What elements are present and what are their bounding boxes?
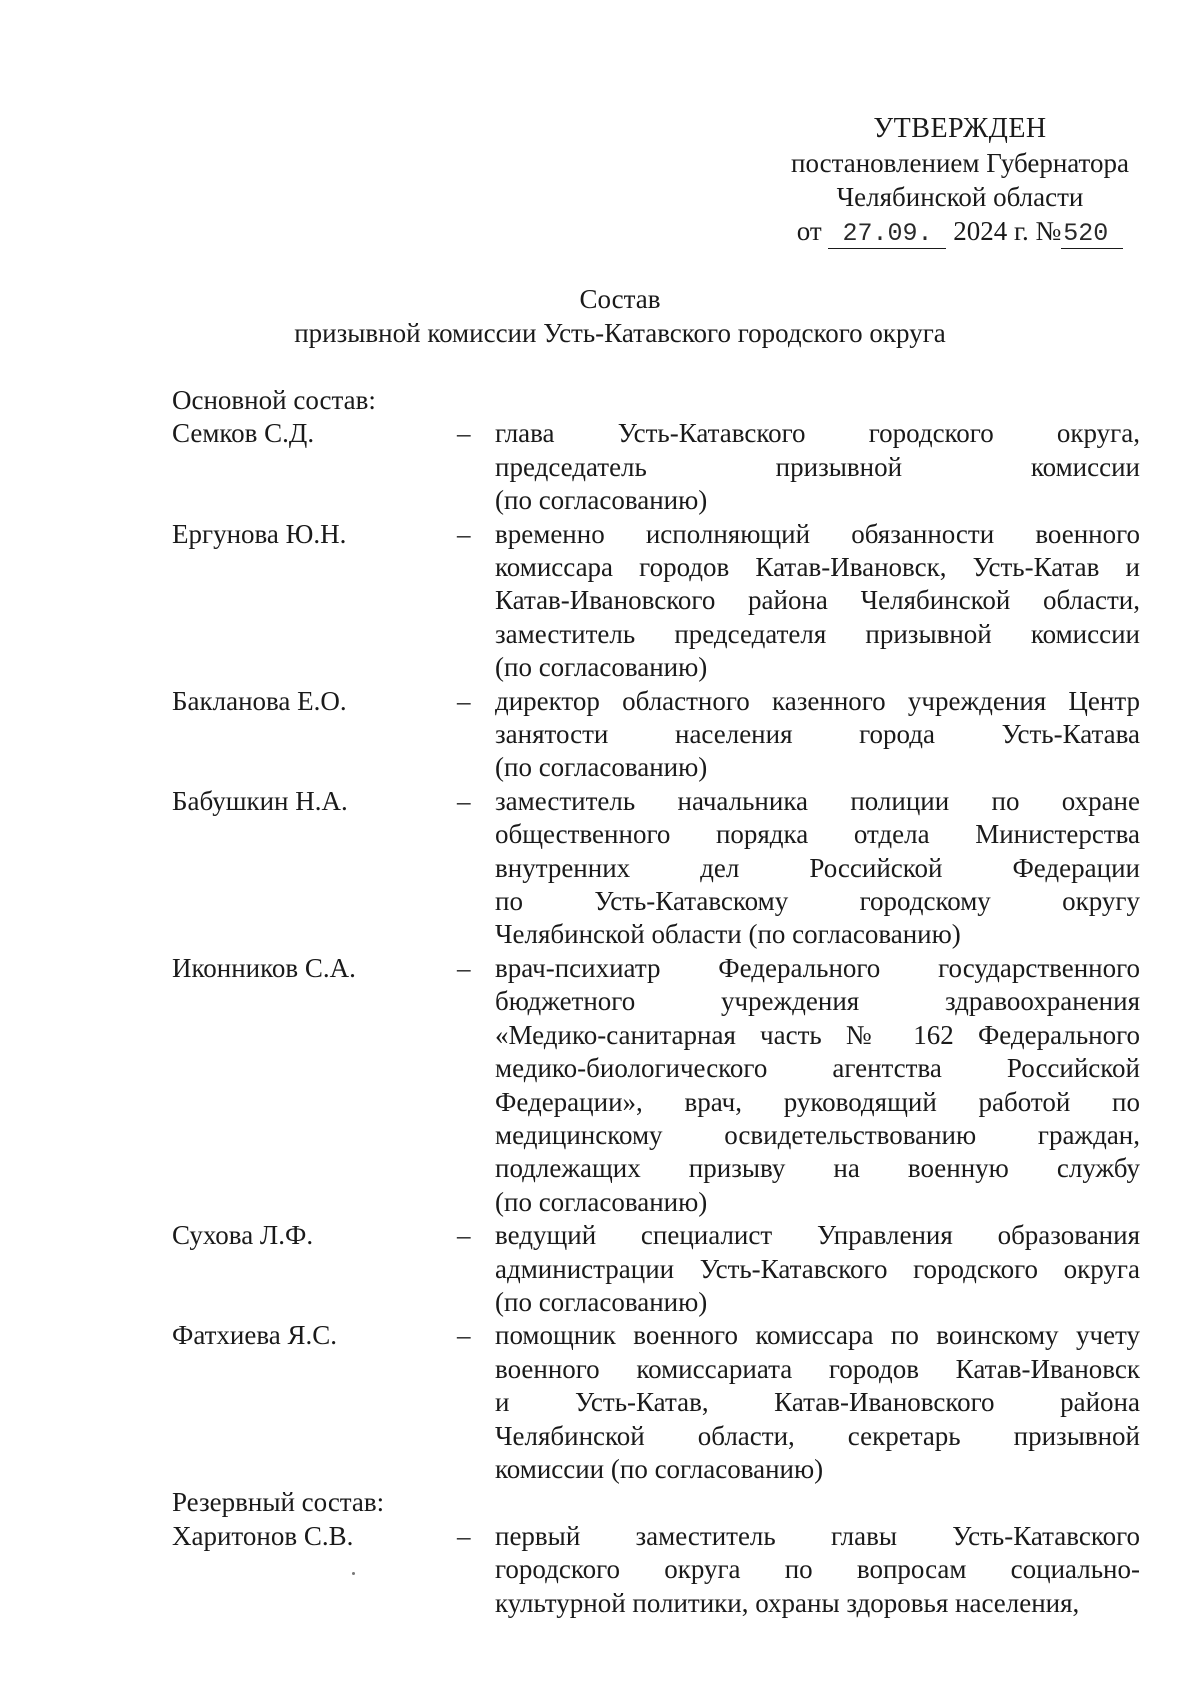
member-description-line: (по согласованию)	[495, 485, 708, 516]
member-description-line: заместитель начальника полиции по охране	[495, 785, 1140, 816]
member-description-line: администрации Усть-Катавского городского округа	[495, 1253, 1140, 1284]
member-description-line: врач-психиатр Федерального государственного	[495, 952, 1140, 983]
member-description-line: Челябинской области, секретарь призывной	[495, 1420, 1140, 1451]
approval-heading: УТВЕРЖДЕН	[873, 113, 1047, 144]
member-name: Иконников С.А.	[172, 952, 356, 983]
member-description-line: директор областного казенного учреждения Центр	[495, 685, 1140, 716]
member-description-line: (по согласованию)	[495, 752, 708, 783]
approval-from-prefix: от	[796, 216, 822, 246]
member-dash: –	[457, 685, 471, 716]
member-dash: –	[457, 952, 471, 983]
member-description	[495, 1319, 1140, 1486]
member-row	[172, 417, 1140, 517]
reserve-section-heading: Резервный состав:	[172, 1487, 385, 1518]
member-description-line: комиссара городов Катав-Ивановск, Усть-Катав и	[495, 552, 1140, 583]
member-description-line: (по согласованию)	[495, 1286, 708, 1317]
member-row	[172, 518, 1140, 685]
member-dash: –	[457, 418, 471, 449]
reserve-members	[172, 1520, 1140, 1620]
member-description-line: медико-биологического агентства Российской	[495, 1053, 1140, 1084]
approval-line-1: постановлением Губернатора	[791, 148, 1129, 178]
member-description-line: «Медико-санитарная часть № 162 Федерального	[495, 1019, 1140, 1050]
member-description-line: военного комиссариата городов Катав-Ивановск	[495, 1353, 1140, 1384]
member-description-line: временно исполняющий обязанности военного	[495, 518, 1140, 549]
member-name: Ергунова Ю.Н.	[172, 518, 347, 549]
member-description-line: культурной политики, охраны здоровья населения,	[495, 1587, 1080, 1618]
member-description-line: (по согласованию)	[495, 652, 708, 683]
member-dash: –	[457, 1320, 471, 1351]
title-line-2: призывной комиссии Усть-Катавского городского округа	[294, 318, 946, 348]
approval-number-handwritten: 520	[1061, 220, 1123, 249]
member-row	[172, 685, 1140, 785]
member-row	[172, 1219, 1140, 1319]
member-dash: –	[457, 1220, 471, 1251]
member-description-line: по Усть-Катавскому городскому округу	[495, 886, 1140, 917]
member-name: Бакланова Е.О.	[172, 685, 347, 716]
member-description-line: Катав-Ивановского района Челябинской области,	[495, 585, 1140, 616]
approval-line-2: Челябинской области	[836, 182, 1084, 212]
member-description-line: общественного порядка отдела Министерства	[495, 819, 1140, 850]
member-description-line: председатель призывной комиссии	[495, 451, 1140, 482]
member-description-line: Федерации», врач, руководящий работой по	[495, 1086, 1140, 1117]
approval-date-line	[760, 214, 1160, 249]
approval-year-number-label: 2024 г. №	[953, 216, 1062, 246]
member-description-line: глава Усть-Катавского городского округа,	[495, 418, 1140, 449]
member-description-line: помощник военного комиссара по воинскому учету	[495, 1320, 1140, 1351]
member-description-line: внутренних дел Российской Федерации	[495, 852, 1140, 883]
member-description-line: Челябинской области (по согласованию)	[495, 919, 961, 950]
member-description-line: (по согласованию)	[495, 1186, 708, 1217]
approval-block	[760, 112, 1160, 249]
member-row	[172, 952, 1140, 1219]
member-description-line: бюджетного учреждения здравоохранения	[495, 986, 1140, 1017]
member-description	[495, 417, 1140, 517]
member-description-line: первый заместитель главы Усть-Катавского	[495, 1520, 1140, 1551]
member-dash: –	[457, 1520, 471, 1551]
member-name: Харитонов С.В.	[172, 1520, 354, 1551]
approval-date-handwritten: 27.09.	[828, 220, 946, 249]
member-description	[495, 685, 1140, 785]
main-section-heading: Основной состав:	[172, 385, 376, 415]
member-description-line: городского округа по вопросам социально-	[495, 1554, 1140, 1585]
member-description	[495, 952, 1140, 1219]
member-description-line: подлежащих призыву на военную службу	[495, 1153, 1140, 1184]
member-description-line: заместитель председателя призывной комиссии	[495, 618, 1140, 649]
document-title	[120, 282, 1120, 350]
member-description	[495, 785, 1140, 952]
member-name: Сухова Л.Ф.	[172, 1220, 314, 1251]
main-members	[172, 417, 1140, 1486]
member-description	[495, 1219, 1140, 1319]
member-row	[172, 785, 1140, 952]
member-description-line: медицинскому освидетельствованию граждан,	[495, 1119, 1140, 1150]
members-list	[172, 384, 1140, 1620]
member-description	[495, 518, 1140, 685]
member-name: Фатхиева Я.С.	[172, 1320, 337, 1351]
member-description-line: и Усть-Катав, Катав-Ивановского района	[495, 1387, 1140, 1418]
member-row	[172, 1520, 1140, 1620]
member-description	[495, 1520, 1140, 1620]
member-description-line: ведущий специалист Управления образования	[495, 1220, 1140, 1251]
title-line-1: Состав	[579, 284, 661, 314]
member-description-line: комиссии (по согласованию)	[495, 1453, 824, 1484]
member-description-line: занятости населения города Усть-Катава	[495, 719, 1140, 750]
member-name: Семков С.Д.	[172, 418, 315, 449]
member-dash: –	[457, 785, 471, 816]
member-dash: –	[457, 518, 471, 549]
member-row	[172, 1319, 1140, 1486]
member-name: Бабушкин Н.А.	[172, 785, 348, 816]
